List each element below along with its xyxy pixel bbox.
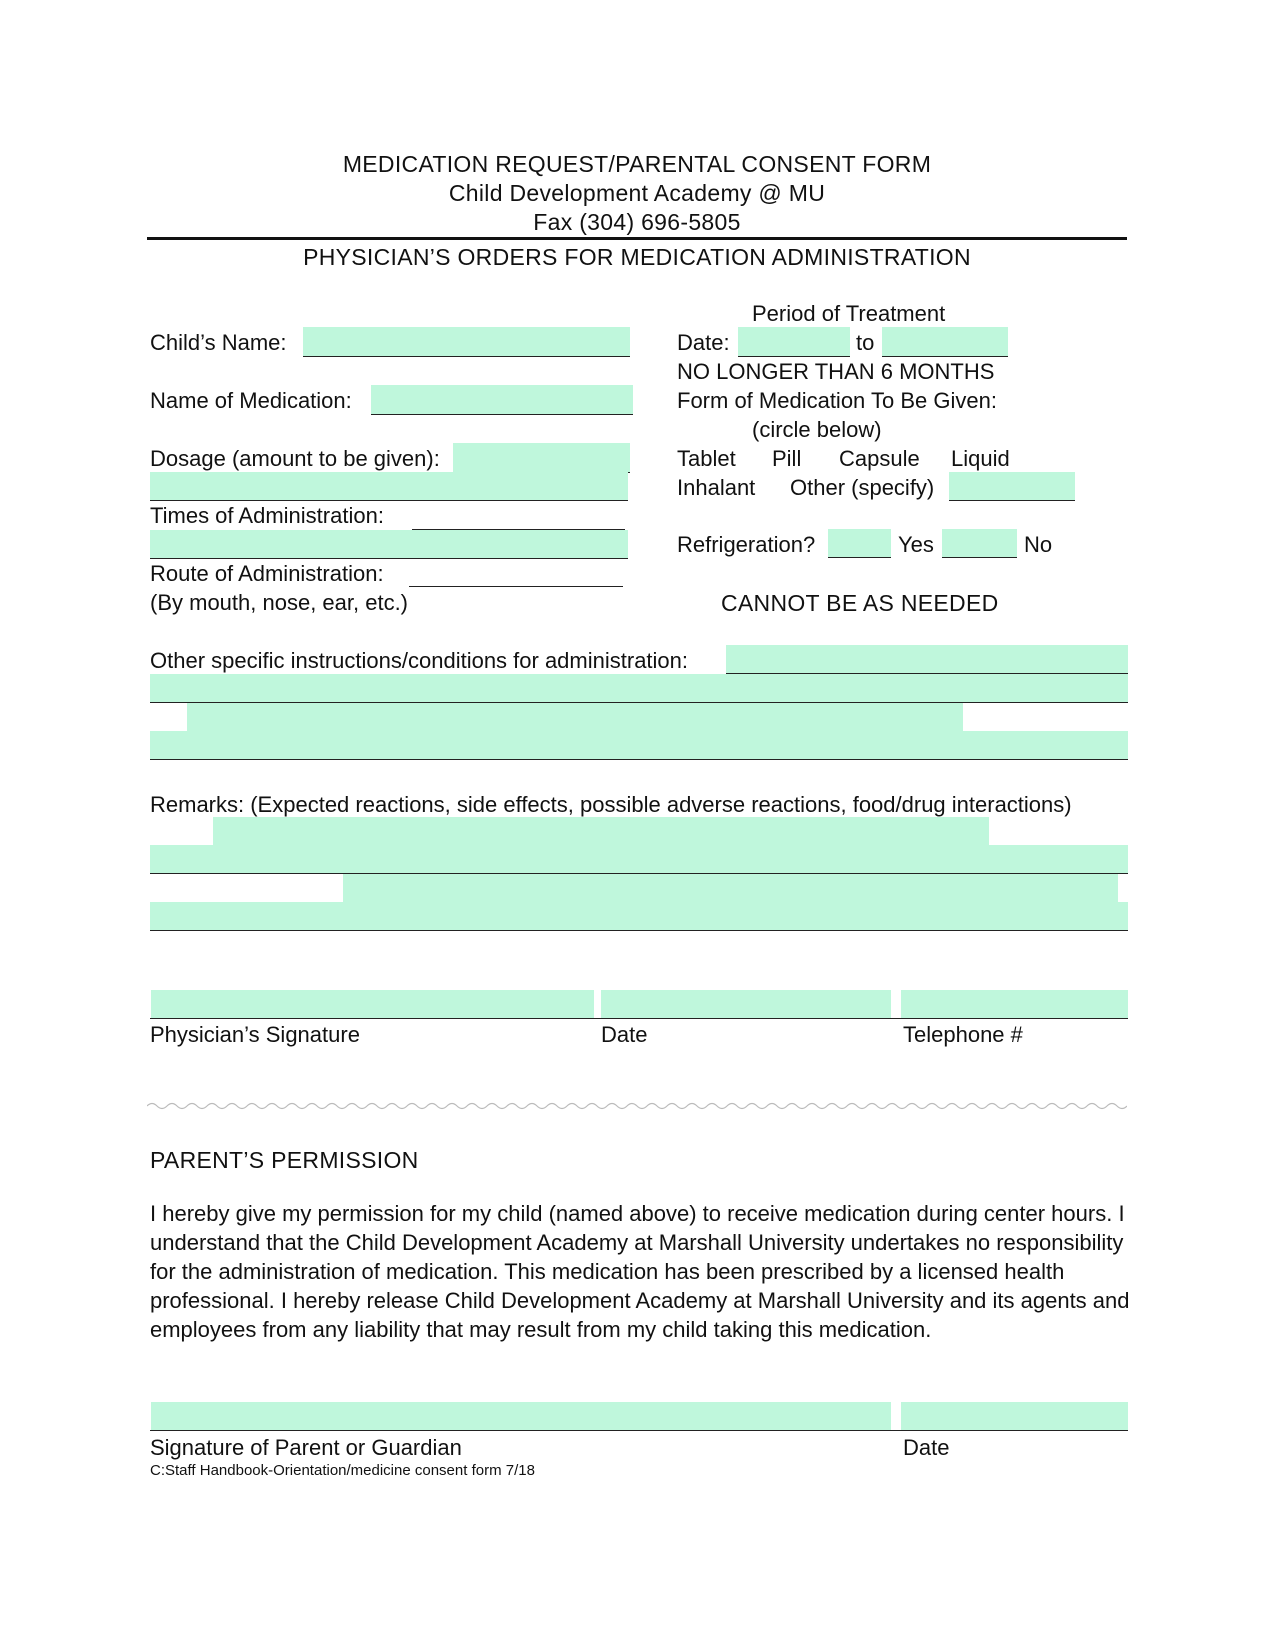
- physician-telephone-field[interactable]: [901, 990, 1128, 1018]
- physician-signature-field[interactable]: [151, 990, 594, 1018]
- not-as-needed-note: CANNOT BE AS NEEDED: [721, 590, 999, 616]
- dosage-label: Dosage (amount to be given):: [150, 446, 440, 471]
- remarks-field-line-2[interactable]: [150, 845, 1128, 874]
- child-name-label: Child’s Name:: [150, 330, 287, 355]
- refrigeration-no-label: No: [1024, 532, 1053, 557]
- refrigeration-yes-field[interactable]: [828, 529, 891, 558]
- times-field[interactable]: [412, 502, 625, 530]
- instructions-field-line-3[interactable]: [187, 703, 963, 731]
- option-pill[interactable]: Pill: [772, 446, 802, 471]
- remarks-field-line-3[interactable]: [343, 874, 1118, 902]
- parent-date-label: Date: [903, 1435, 950, 1460]
- refrigeration-no-field[interactable]: [942, 529, 1017, 558]
- instructions-field-line-1[interactable]: [726, 645, 1128, 674]
- dosage-field-line-2[interactable]: [150, 472, 628, 501]
- route-label: Route of Administration:: [150, 561, 384, 586]
- date-label: Date:: [677, 330, 730, 355]
- instructions-field-line-2[interactable]: [150, 674, 1128, 703]
- remarks-field-line-4[interactable]: [150, 902, 1128, 931]
- remarks-label: Remarks: (Expected reactions, side effects, possible adverse reactions, food/drug interactions): [150, 792, 1072, 817]
- other-form-field[interactable]: [949, 472, 1075, 501]
- medication-name-field[interactable]: [371, 385, 633, 415]
- option-liquid[interactable]: Liquid: [951, 446, 1010, 471]
- circle-hint: (circle below): [752, 417, 882, 442]
- physician-signature-label: Physician’s Signature: [150, 1022, 360, 1047]
- instructions-field-line-4[interactable]: [150, 731, 1128, 760]
- form-title: MEDICATION REQUEST/PARENTAL CONSENT FORM: [342, 151, 932, 177]
- fax-number: Fax (304) 696-5805: [533, 209, 741, 235]
- organization-name: Child Development Academy @ MU: [448, 180, 826, 206]
- section-title-parent: PARENT’S PERMISSION: [150, 1147, 419, 1173]
- medication-form-label: Form of Medication To Be Given:: [677, 388, 997, 413]
- route-hint: (By mouth, nose, ear, etc.): [150, 590, 409, 615]
- option-capsule[interactable]: Capsule: [839, 446, 920, 471]
- child-name-field[interactable]: [303, 327, 630, 357]
- option-tablet[interactable]: Tablet: [677, 446, 736, 471]
- refrigeration-label: Refrigeration?: [677, 532, 816, 557]
- end-date-field[interactable]: [882, 327, 1008, 357]
- duration-limit-note: NO LONGER THAN 6 MONTHS: [677, 359, 995, 384]
- period-of-treatment-label: Period of Treatment: [752, 301, 946, 326]
- instructions-label: Other specific instructions/conditions for administration:: [150, 648, 689, 673]
- times-label: Times of Administration:: [150, 503, 384, 528]
- route-field[interactable]: [409, 559, 623, 587]
- option-other[interactable]: Other (specify): [790, 475, 935, 500]
- physician-date-label: Date: [601, 1022, 648, 1047]
- physician-telephone-label: Telephone #: [903, 1022, 1023, 1047]
- option-inhalant[interactable]: Inhalant: [677, 475, 756, 500]
- parent-date-field[interactable]: [901, 1402, 1128, 1430]
- to-label: to: [856, 330, 875, 355]
- medication-name-label: Name of Medication:: [150, 388, 352, 413]
- refrigeration-yes-label: Yes: [898, 532, 934, 557]
- remarks-field-line-1[interactable]: [213, 817, 989, 845]
- permission-statement: I hereby give my permission for my child (named above) to receive medication during center hours. I understand that the Child Development Academy at Marshall University undertakes no responsibility for the administration of medication. This medication has been prescribed by a licensed health professional. I hereby release Child Development Academy at Marshall University and its agents and employees from any liability that may result from my child taking this medication.: [150, 1201, 1130, 1342]
- physician-date-field[interactable]: [601, 990, 891, 1018]
- start-date-field[interactable]: [738, 327, 850, 357]
- document-footer: C:Staff Handbook-Orientation/medicine consent form 7/18: [150, 1462, 535, 1479]
- dosage-field[interactable]: [453, 443, 630, 473]
- header-divider: [147, 237, 1127, 240]
- wavy-separator: [147, 1101, 1127, 1111]
- times-field-line-2[interactable]: [150, 530, 628, 559]
- parent-signature-label: Signature of Parent or Guardian: [150, 1435, 462, 1460]
- parent-signature-field[interactable]: [151, 1402, 891, 1430]
- section-title-physician: PHYSICIAN’S ORDERS FOR MEDICATION ADMINISTRATION: [303, 244, 971, 270]
